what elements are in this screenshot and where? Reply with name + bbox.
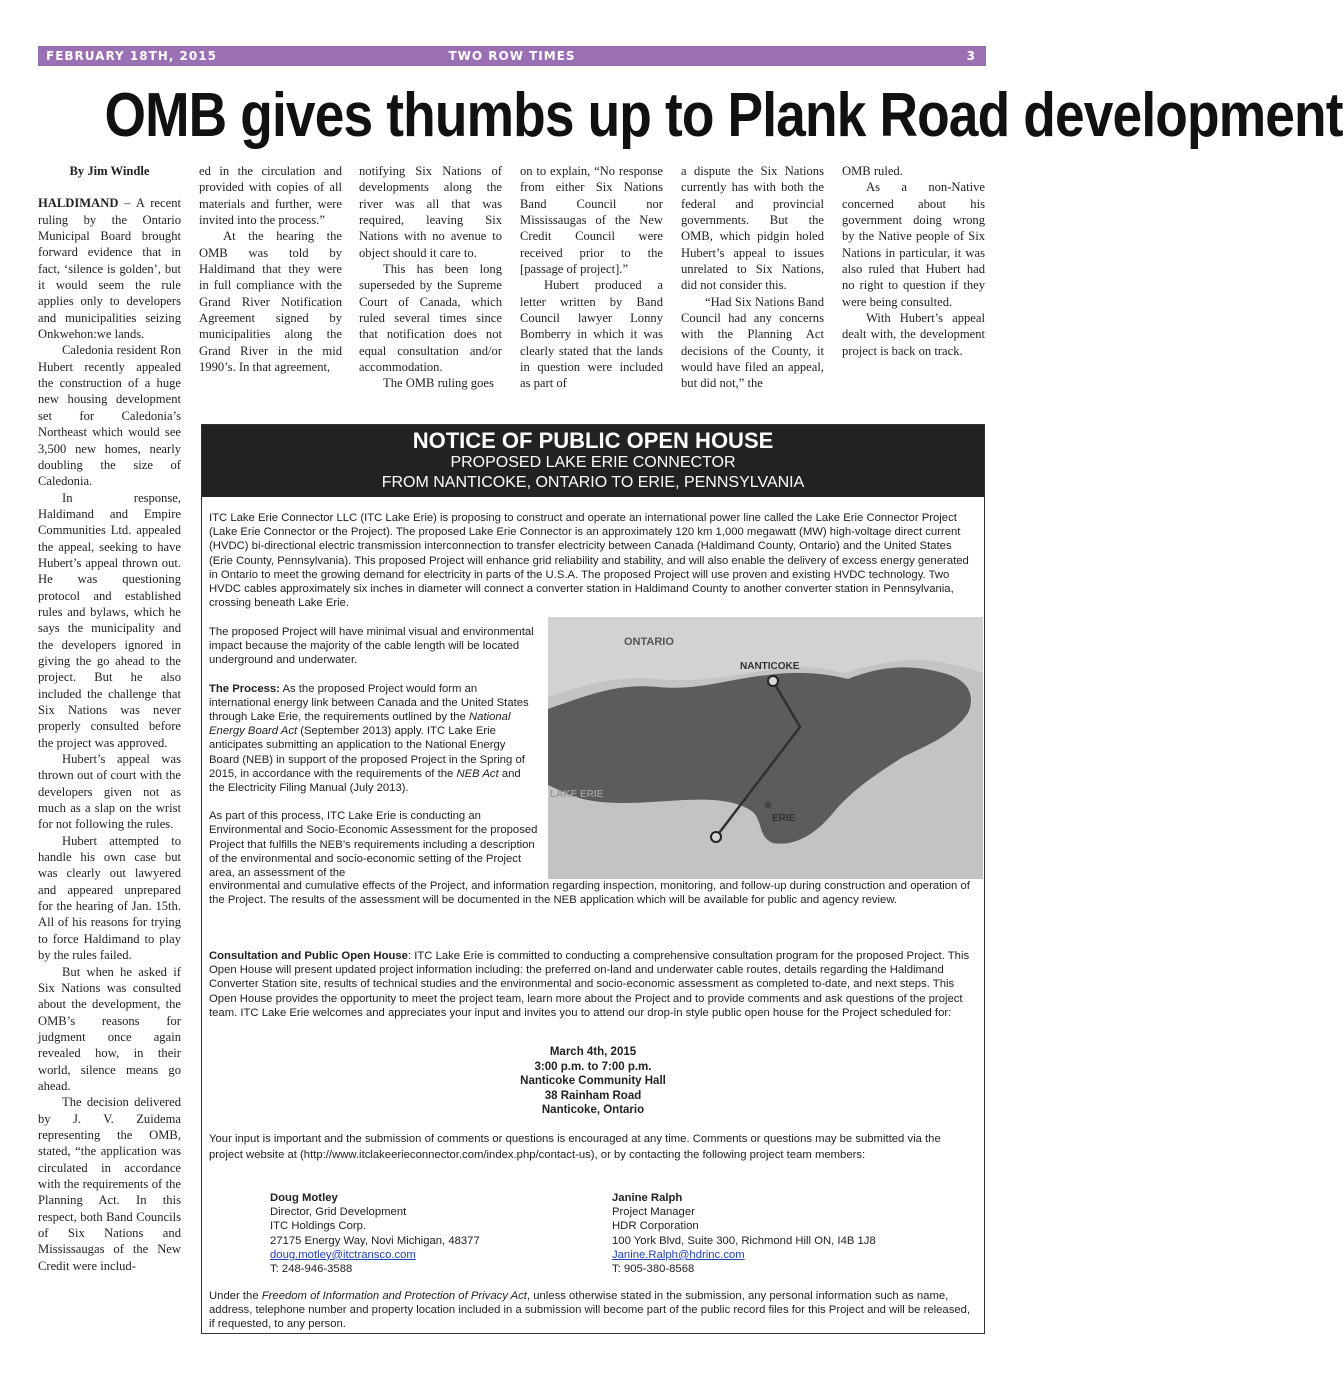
event-venue: Nanticoke Community Hall	[520, 1075, 666, 1087]
article-paragraph: Hubert produced a letter written by Band Council lawyer Lonny Bomberry in which it was clearly stated that the lands in question were included as part of	[520, 278, 663, 391]
article-paragraph: OMB ruled.	[842, 164, 903, 178]
erie-point	[765, 802, 772, 809]
privacy-text: , unless otherwise stated in the submission, any personal information such as name, address, telephone number and property location included in a submission will become part of the public record files for this Project and will be released, if requested, to any person.	[209, 1290, 971, 1331]
dateline: HALDIMAND	[38, 196, 119, 211]
process-act: NEB Act	[456, 767, 499, 780]
process-text: As the proposed Project would form an international energy link between Canada and the United States through Lake Erie, the requirements outlined by the	[209, 682, 529, 724]
ontario-label: ONTARIO	[624, 636, 674, 648]
process-act: National Energy Board Act	[209, 711, 511, 738]
notice-assessment-cont: environmental and cumulative effects of the Project, and information regarding inspection, monitoring, and follow-up during construction and operation of the Project. The results of the assessment will be documented in the NEB application which will be available for public and agency review.	[209, 880, 970, 907]
notice-header	[202, 425, 984, 497]
article-paragraph: ed in the circulation and provided with copies of all materials and further, were invited into the process.”	[199, 164, 342, 228]
contact-name: Janine Ralph	[612, 1192, 683, 1204]
contact-card	[612, 1191, 876, 1276]
article-paragraph: With Hubert’s appeal dealt with, the development project is back on track.	[842, 311, 985, 358]
event-time: 3:00 p.m. to 7:00 p.m.	[534, 1060, 652, 1073]
event-address: 38 Rainham Road	[544, 1089, 642, 1102]
nanticoke-marker	[768, 676, 778, 686]
article-paragraph: a dispute the Six Nations currently has with both the federal and provincial governments. But the OMB, which pidgin holed Hubert’s appeal to issues unrelated to Six Nations, did not consider this.	[681, 164, 824, 293]
event-city: Nanticoke, Ontario	[541, 1104, 645, 1116]
notice-consultation	[209, 949, 976, 1020]
article-column-2	[199, 163, 342, 375]
map-graphic	[548, 617, 983, 879]
contact-title: Director, Grid Development	[270, 1206, 407, 1219]
article-paragraph: on to explain, “No response from either Six Nations Band Council nor Mississaugas of the New Credit Council were received prior to the [passage of project].”	[520, 164, 663, 277]
privacy-text: Under the	[209, 1290, 262, 1302]
notice-process	[209, 682, 538, 796]
article-paragraph: notifying Six Nations of developments along the river was all that was required, leaving Six Nations with no avenue to object should it care to.	[359, 164, 502, 260]
privacy-act: Freedom of Information and Protection of Privacy Act	[261, 1290, 527, 1302]
contact-card	[270, 1191, 480, 1276]
article-paragraph: The decision delivered by J. V. Zuidema representing the OMB, stated, “the application was circulated in accordance with the requirements of the Planning Act. In this respect, both Band Councils of Six Nations and Mississaugas of the New Credit were includ-	[38, 1095, 181, 1273]
contact-org: ITC Holdings Corp.	[270, 1220, 367, 1233]
notice-assessment: As part of this process, ITC Lake Erie is conducting an Environmental and Socio-Economic Assessment for the proposed Project that fulfills the NEB’s requirements including a description of the environmental and socio-economic setting of the Project area, an assessment of the	[209, 810, 538, 880]
article-paragraph: Caledonia resident Ron Hubert recently appealed the construction of a huge new housing development set for Caledonia’s Northeast which would see 3,500 new homes, nearly doubling the size of Caledonia.	[38, 343, 181, 489]
contact-name: Doug Motley	[270, 1192, 338, 1204]
article-paragraph: Hubert attempted to handle his own case but was clearly out lawyered and appeared unprepared for the hearing of Jan. 15th. All of his reasons for trying to force Haldimand to play by the rules failed.	[38, 833, 181, 963]
contact-phone: T: 248-946-3588	[270, 1263, 353, 1276]
article-text: – A recent ruling by the Ontario Municipal Board brought forward evidence that in fact, ‘silence is golden’, but it would seem the rule applies only to developers and municipalities seizing Onkwehon:we lands.	[38, 196, 181, 342]
notice-intro: ITC Lake Erie Connector LLC (ITC Lake Erie) is proposing to construct and operate an international power line called the Lake Erie Connector Project (Lake Erie Connector or the Project). The proposed Lake Erie Connector is an approximately 120 km 1,000 megawatt (MW) high-voltage direct current (HVDC) bi-directional electric transmission interconnection to transfer electricity between Canada (Haldimand County, Ontario) and the United States (Erie County, Pennsylvania). This proposed Project will enhance grid reliability and stability, and will also enable the delivery of excess energy generated in Ontario to meet the growing demand for electricity in parts of the U.S.A. The proposed Project will use proven and existing HVDC technology. Two HVDC cables approximately six inches in diameter will connect a converter station in Haldimand County to another converter station in Pennsylvania, crossing beneath Lake Erie.	[209, 512, 969, 610]
contact-org: HDR Corporation	[612, 1220, 699, 1233]
article-paragraph: At the hearing the OMB was told by Haldimand that they were in full compliance with the Grand River Notification Agreement signed by municipalities along the Grand River in the mid 1990’s. In that agreement,	[199, 229, 342, 375]
notice-subtitle: PROPOSED LAKE ERIE CONNECTOR	[450, 454, 736, 471]
article-paragraph: But when he asked if Six Nations was consulted about the development, the OMB’s reasons for judgment once again revealed how, in their world, silence means go ahead.	[38, 964, 181, 1093]
contact-phone: T: 905-380-8568	[612, 1263, 695, 1276]
contact-email-link[interactable]: Janine.Ralph@hdrinc.com	[612, 1248, 745, 1261]
notice-subtitle: FROM NANTICOKE, ONTARIO TO ERIE, PENNSYLVANIA	[381, 474, 805, 491]
byline: By Jim Windle	[69, 164, 150, 178]
contact-email-link[interactable]: doug.motley@itctransco.com	[270, 1248, 416, 1261]
article-paragraph: Hubert’s appeal was thrown out of court with the developers given not as much as a slap on the wrist for not following the rules.	[38, 752, 181, 832]
article-paragraph: The OMB ruling goes	[383, 376, 494, 391]
process-label: The Process:	[209, 682, 280, 695]
contact-address: 27175 Energy Way, Novi Michigan, 48377	[270, 1234, 480, 1247]
process-text: and the Electricity Filing Manual (July 2013).	[209, 767, 521, 795]
paper-name: TWO ROW TIMES	[448, 49, 576, 63]
page-number: 3	[966, 49, 976, 63]
article-column-1	[38, 163, 181, 1274]
nanticoke-label: NANTICOKE	[740, 661, 800, 672]
privacy-notice	[209, 1289, 976, 1332]
article-paragraph: As a non-Native concerned about his government doing wrong by the Native people of Six Nations in particular, it was also ruled that Hubert had no right to question if they were being consulted.	[842, 180, 985, 309]
header-bar	[38, 46, 986, 66]
consultation-text: : ITC Lake Erie is committed to conducting a comprehensive consultation program for the proposed Project. This Open House will present updated project information including: the preferred on-land and underwater cable routes, details regarding the Haldimand Converter Station site, results of technical studies and the environmental and socio-economic assessment as completed to-date, and next steps. This Open House provides the opportunity to meet the project team, learn more about the Project and to provide comments and ask questions of the project team. ITC Lake Erie welcomes and appreciates your input and invites you to attend our drop-in style public open house for the Project scheduled for:	[209, 950, 970, 1019]
article-column-4	[520, 163, 663, 392]
article-paragraph: In response, Haldimand and Empire Communities Ltd. appealed the appeal, seeking to have Hubert’s appeal thrown out. He was questioning protocol and established rules and bylaws, which he says the municipality and the developers ignored in giving the go ahead to the project. But he also included the challenge that Six Nations was never properly consulted before the project was approved.	[38, 490, 181, 750]
public-notice-ad	[201, 424, 985, 1334]
consultation-label: Consultation and Public Open House	[209, 950, 408, 962]
project-map	[548, 617, 983, 879]
notice-input-text: Your input is important and the submission of comments or questions is encouraged at any time. Comments or questions may be submitted via the project website at (http://www.itclakeerieconnector.com/index.php/contact-us), or by contacting the following project team members:	[209, 1133, 941, 1161]
process-text: (September 2013) apply. ITC Lake Erie anticipates submitting an application to the National Energy Board (NEB) in support of the proposed Project in the Spring of 2015, in accordance with the requirements of the	[209, 725, 525, 780]
headline: OMB gives thumbs up to Plank Road development	[104, 81, 1343, 150]
article-column-6	[842, 163, 985, 359]
erie-label: ERIE	[772, 813, 796, 824]
contact-address: 100 York Blvd, Suite 300, Richmond Hill ON, I4B 1J8	[612, 1234, 876, 1247]
article-paragraph: This has been long superseded by the Supreme Court of Canada, which ruled several times since that notification does not equal consultation and/or accommodation.	[359, 262, 502, 375]
notice-left-block	[209, 625, 538, 880]
article-column-3	[359, 163, 502, 392]
issue-date: FEBRUARY 18TH, 2015	[46, 49, 217, 63]
erie-marker	[711, 832, 721, 842]
notice-title: NOTICE OF PUBLIC OPEN HOUSE	[412, 428, 774, 453]
contact-title: Project Manager	[612, 1206, 695, 1219]
article-column-5	[681, 163, 824, 392]
article-paragraph	[38, 195, 181, 342]
notice-impact: The proposed Project will have minimal visual and environmental impact because the majority of the cable length will be located underground and underwater.	[209, 626, 534, 667]
lake-erie-label: LAKE ERIE	[550, 789, 604, 800]
article-paragraph: “Had Six Nations Band Council had any concerns with the Planning Act decisions of the County, it would have filed an appeal, but did not,” the	[681, 294, 824, 391]
event-date: March 4th, 2015	[549, 1046, 637, 1058]
event-details	[202, 1045, 984, 1118]
